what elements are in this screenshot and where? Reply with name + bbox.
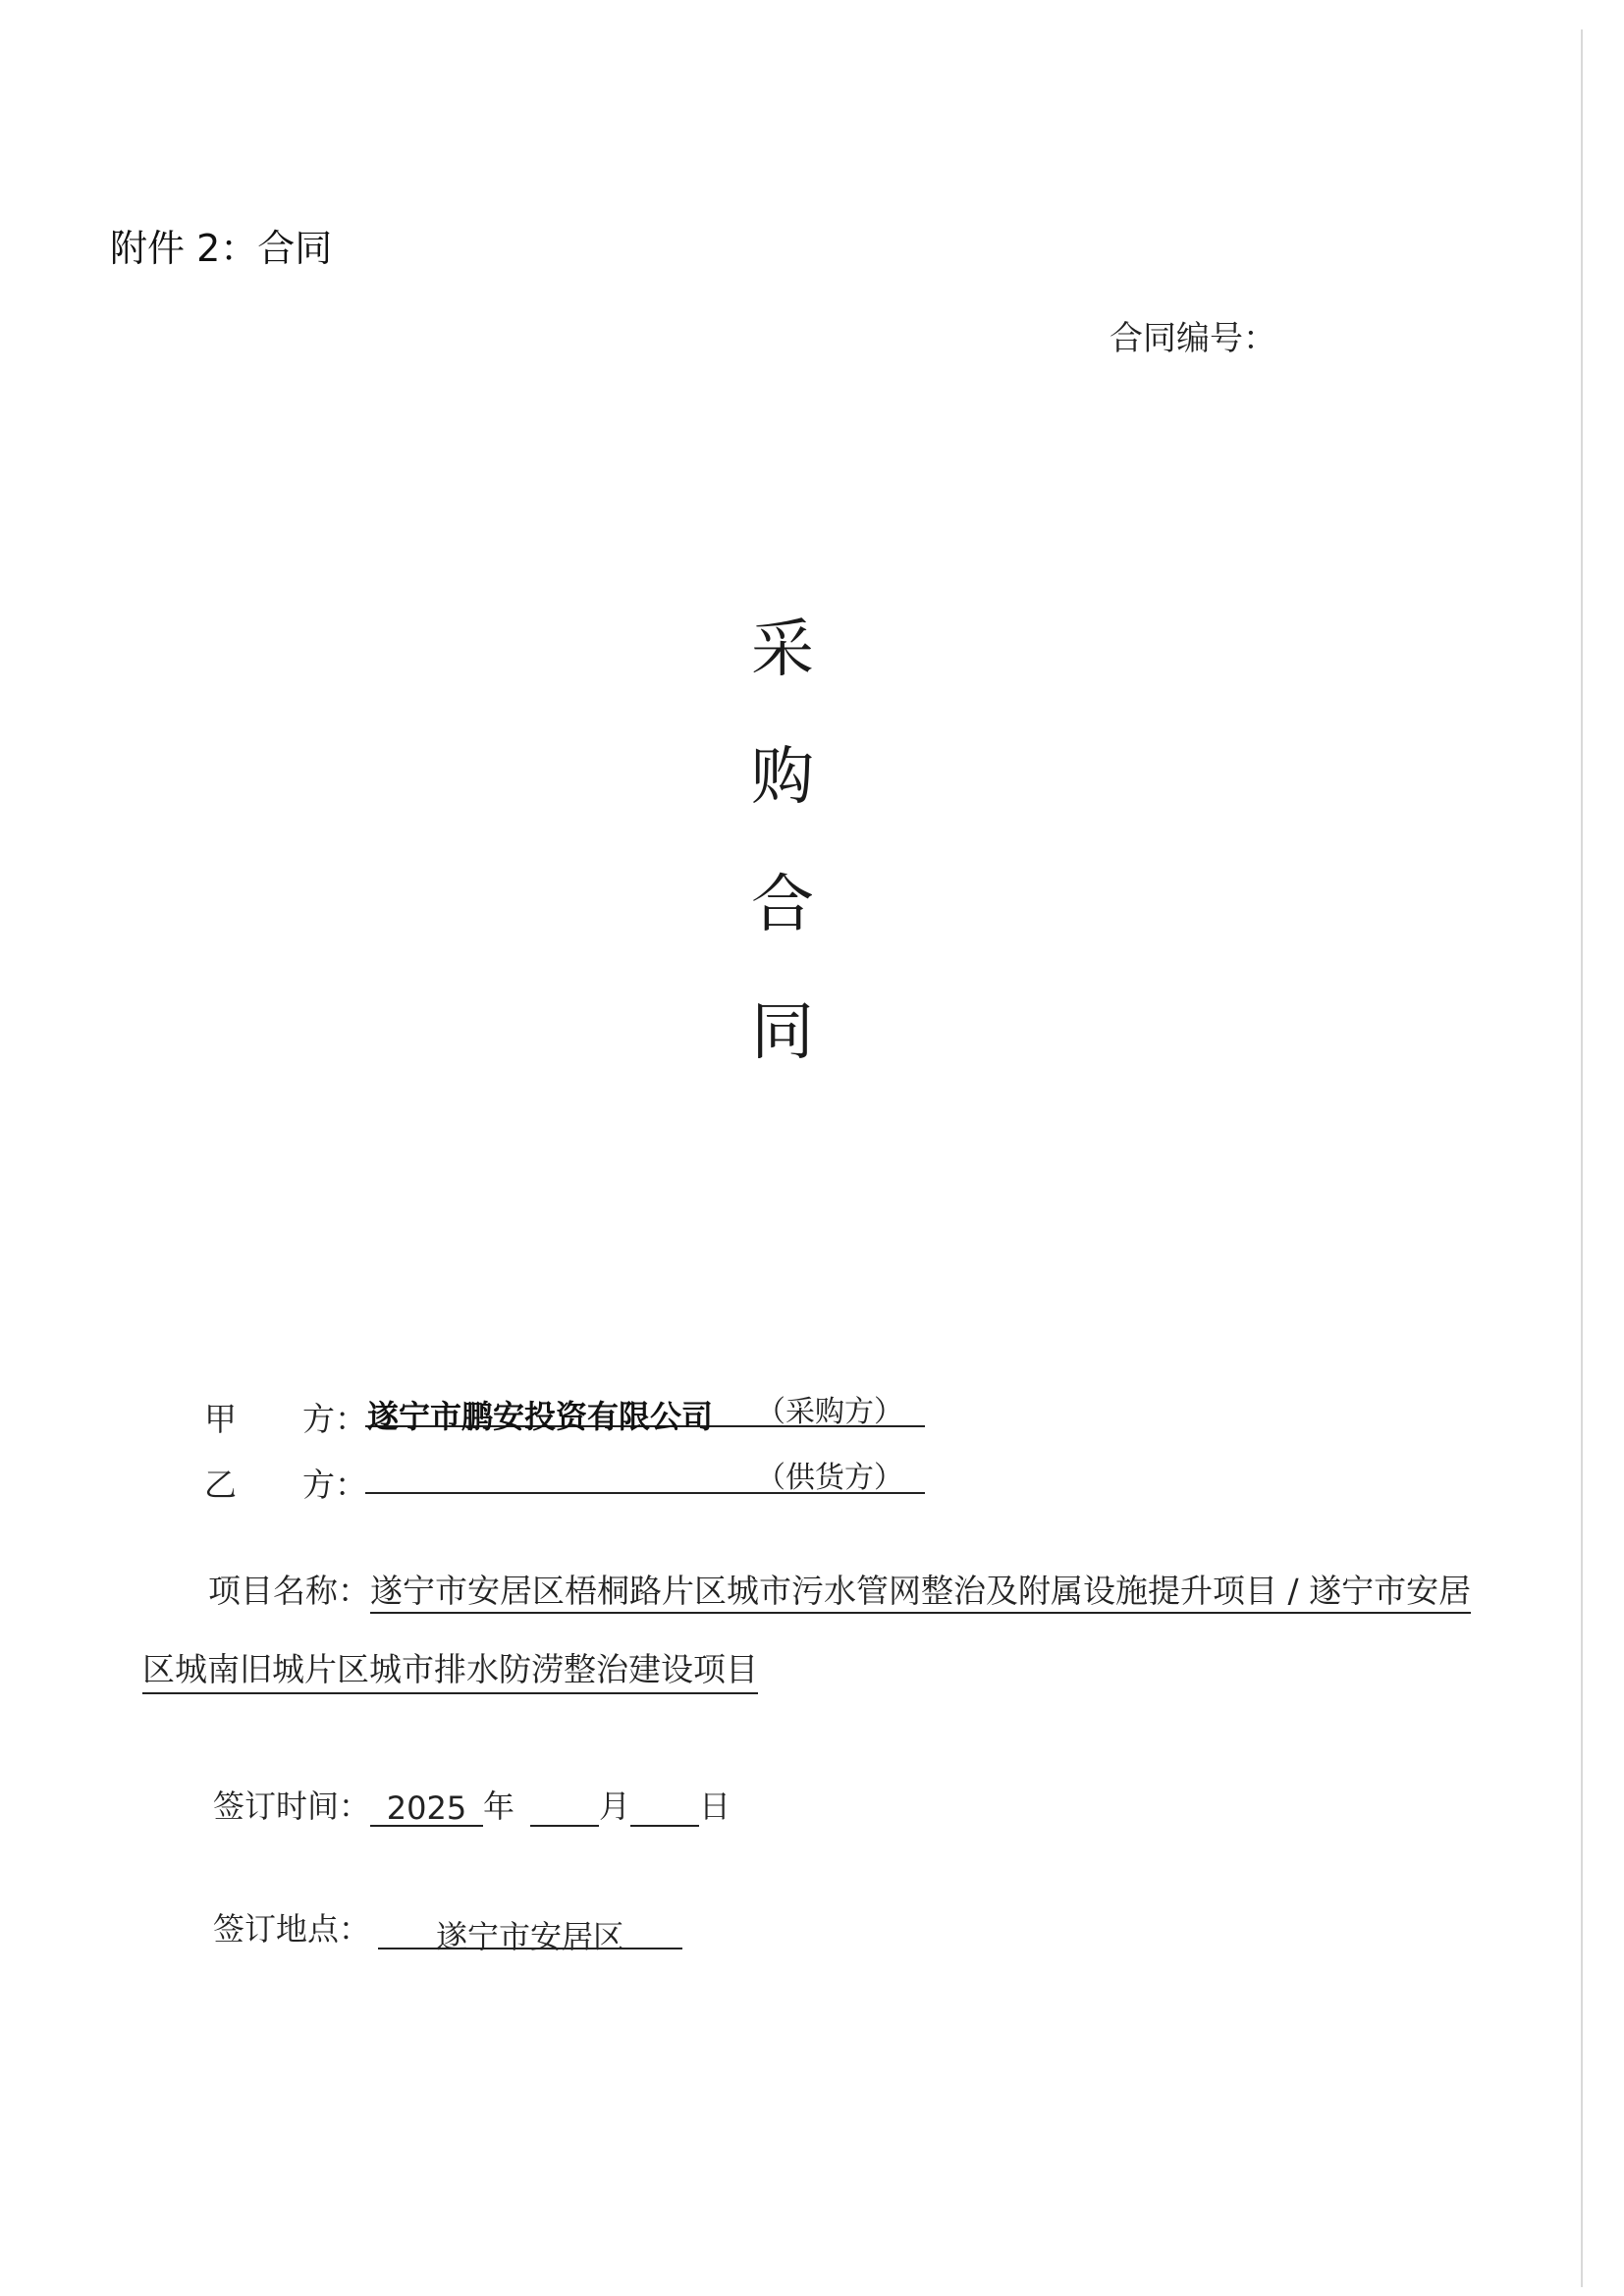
title-char-2: 购 (751, 741, 814, 814)
signing-month-blank (530, 1789, 599, 1827)
party-b-role: （供货方） (756, 1461, 903, 1495)
party-a-name: 遂宁市鹏安投资有限公司 (367, 1398, 714, 1435)
project-name-label: 项目名称： (208, 1572, 370, 1610)
title-char-1: 采 (751, 614, 814, 686)
project-name-line1: 遂宁市安居区梧桐路片区城市污水管网整治及附属设施提升项目 / 遂宁市安居 (370, 1572, 1471, 1614)
title-char-4: 同 (751, 996, 814, 1069)
signing-place-row (213, 1904, 682, 1955)
signing-time-label: 签订时间： (213, 1788, 371, 1825)
signing-day-blank (630, 1789, 699, 1827)
signing-year: 2025 (370, 1789, 483, 1827)
month-unit: 月 (599, 1788, 631, 1825)
title-char-3: 合 (751, 869, 814, 941)
contract-number-label: 合同编号： (1110, 319, 1276, 358)
signing-place-label: 签订地点： (213, 1910, 371, 1948)
project-name-row (208, 1566, 1471, 1612)
signing-place-value: 遂宁市安居区 (378, 1912, 682, 1949)
project-name-line2: 区城南旧城片区城市排水防涝整治建设项目 (142, 1644, 758, 1694)
party-a-label: 甲 (204, 1400, 237, 1438)
party-b-label: 乙 (204, 1466, 237, 1504)
signing-time-row (213, 1782, 731, 1827)
attachment-label: 附件 2：合同 (110, 227, 333, 270)
party-a-role: （采购方） (756, 1395, 903, 1429)
document-title (748, 614, 817, 1129)
day-unit: 日 (699, 1788, 731, 1825)
page-edge-shadow (1581, 29, 1583, 2287)
party-b-fang: 方： (302, 1466, 367, 1504)
year-unit: 年 (483, 1788, 515, 1825)
party-a-fang: 方： (302, 1400, 367, 1438)
